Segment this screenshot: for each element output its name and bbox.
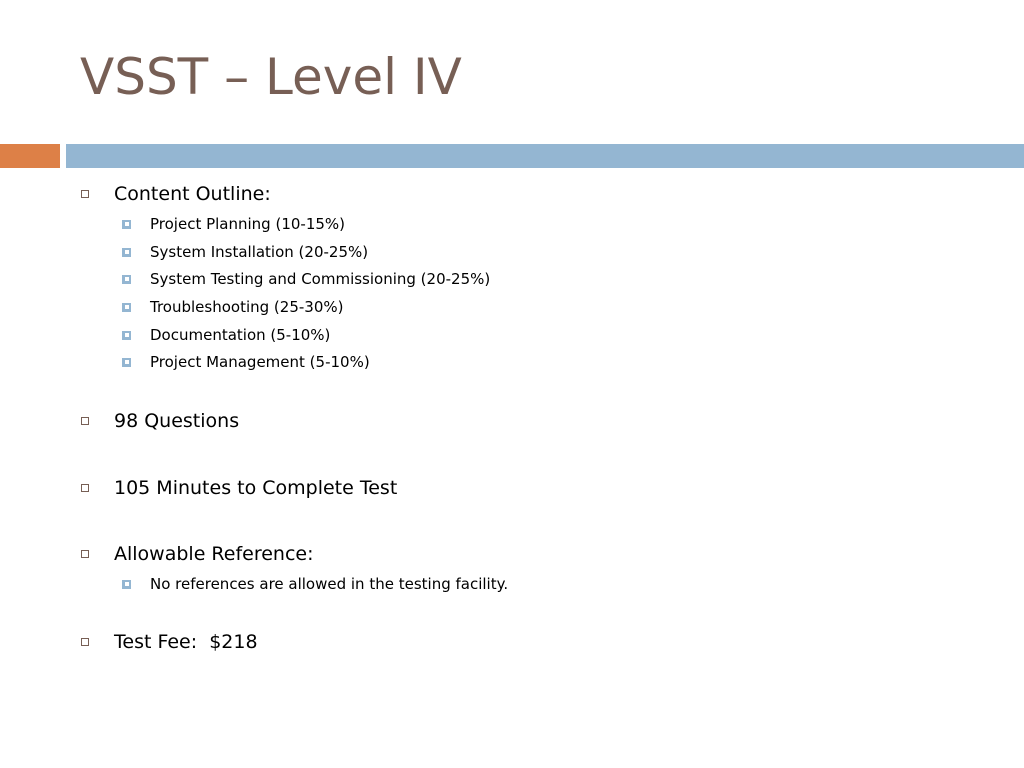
square-bullet-icon	[81, 550, 89, 558]
bullet-text: Test Fee: $218	[114, 631, 258, 653]
bullet-test-fee	[80, 628, 258, 656]
bullet-content-outline	[80, 180, 271, 208]
bullet-text: Allowable Reference:	[114, 543, 314, 565]
bullet-text: 105 Minutes to Complete Test	[114, 477, 398, 499]
sub-bullet-item	[122, 296, 343, 318]
bullet-minutes	[80, 474, 397, 502]
filled-square-bullet-icon	[122, 275, 131, 284]
sub-bullet-text: System Installation (20-25%)	[150, 243, 369, 261]
filled-square-bullet-icon	[122, 220, 131, 229]
square-bullet-icon	[81, 484, 89, 492]
bullet-questions	[80, 407, 239, 435]
filled-square-bullet-icon	[122, 248, 131, 257]
sub-bullet-text: Documentation (5-10%)	[150, 326, 331, 344]
sub-bullet-text: No references are allowed in the testing facility.	[150, 575, 509, 593]
sub-bullet-item	[122, 324, 330, 346]
filled-square-bullet-icon	[122, 303, 131, 312]
bullet-text: 98 Questions	[114, 410, 240, 432]
filled-square-bullet-icon	[122, 331, 131, 340]
bullet-text: Content Outline:	[114, 183, 271, 205]
sub-bullet-text: Project Management (5-10%)	[150, 353, 370, 371]
slide-title: VSST – Level IV	[80, 48, 462, 106]
sub-bullet-text: System Testing and Commissioning (20-25%)	[150, 270, 491, 288]
accent-bar-blue	[66, 144, 1024, 168]
sub-bullet-text: Project Planning (10-15%)	[150, 215, 346, 233]
sub-bullet-text: Troubleshooting (25-30%)	[150, 298, 344, 316]
accent-bar-orange	[0, 144, 60, 168]
sub-bullet-item	[122, 268, 490, 290]
sub-bullet-item	[122, 573, 508, 595]
sub-bullet-item	[122, 351, 370, 373]
filled-square-bullet-icon	[122, 580, 131, 589]
sub-bullet-item	[122, 213, 345, 235]
square-bullet-icon	[81, 638, 89, 646]
sub-bullet-item	[122, 241, 368, 263]
square-bullet-icon	[81, 417, 89, 425]
bullet-allowable-reference	[80, 540, 314, 568]
square-bullet-icon	[81, 190, 89, 198]
filled-square-bullet-icon	[122, 358, 131, 367]
